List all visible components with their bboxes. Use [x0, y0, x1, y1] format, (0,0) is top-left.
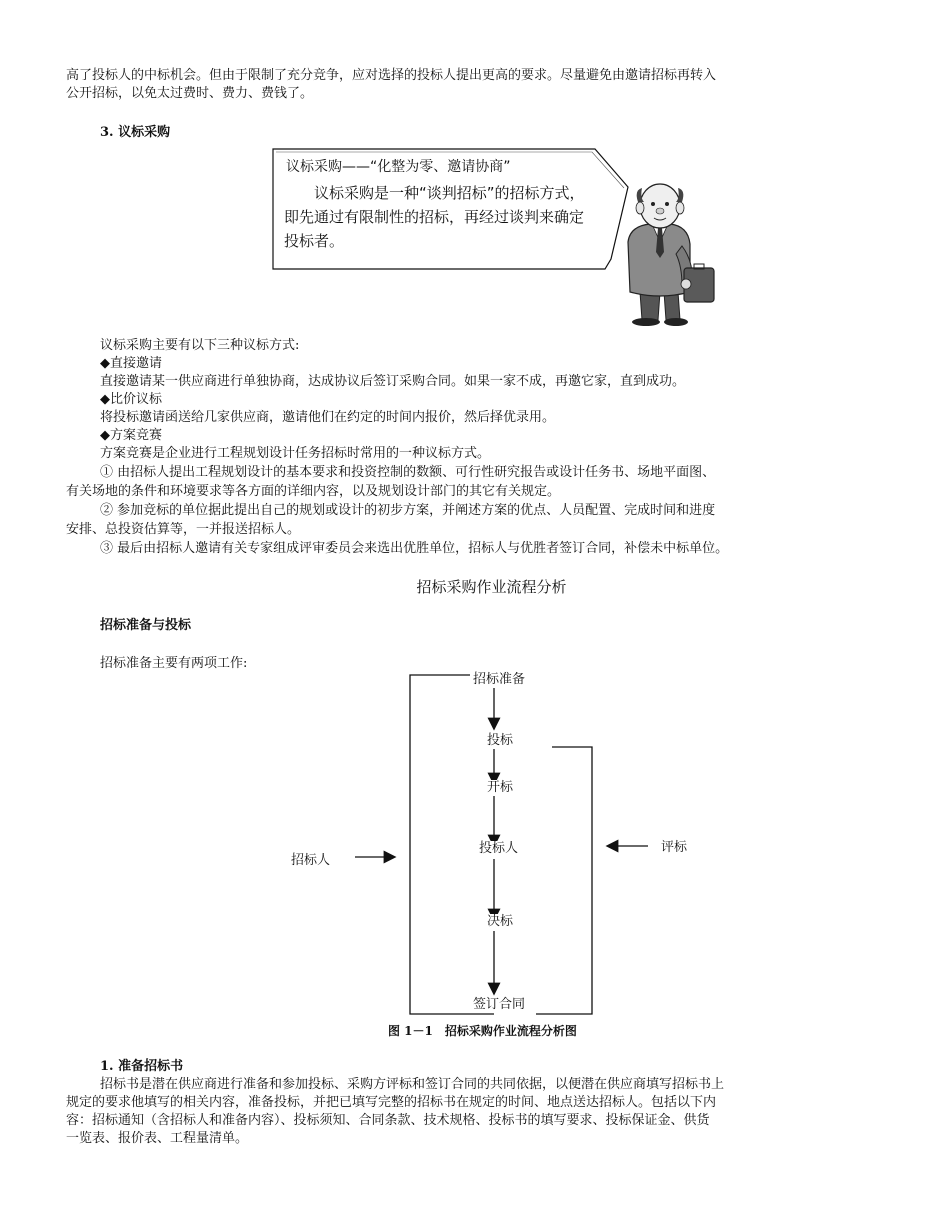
method-desc: 方案竞赛是企业进行工程规划设计任务招标时常用的一种议标方式。: [100, 446, 491, 461]
step-2-line-1: ② 参加竞标的单位据此提出自己的规划或设计的初步方案，并阐述方案的优点、人员配置、完成时间和进度: [100, 503, 716, 518]
bubble-line-1: 议标采购是一种“谈判招标”的招标方式，: [314, 184, 585, 202]
step-1-line-2: 有关场地的条件和环境要求等各方面的详细内容，以及规划设计部门的其它有关规定。: [66, 484, 561, 499]
figure-caption: 图 1－1 招标采购作业流程分析图: [388, 1024, 577, 1038]
flow-step-prepare: 招标准备: [473, 672, 526, 687]
flow-step-bid: 投标: [487, 733, 514, 748]
section-heading: 3. 议标采购: [100, 125, 171, 140]
analysis-lead: 招标准备主要有两项工作:: [100, 656, 248, 671]
flow-step-open: 开标: [487, 780, 514, 795]
bubble-line-2: 即先通过有限制性的招标，再经过谈判来确定: [284, 208, 585, 226]
section-heading: 1. 准备招标书: [100, 1059, 184, 1074]
flow-step-decide: 决标: [487, 914, 514, 929]
flow-left-label: 招标人: [291, 853, 331, 868]
method-title: ◆直接邀请: [100, 356, 162, 371]
method-title: ◆比价议标: [100, 392, 162, 407]
section1-line-4: 一览表、报价表、工程量清单。: [66, 1131, 249, 1146]
intro-line-1: 高了投标人的中标机会。但由于限制了充分竞争，应对选择的投标人提出更高的要求。尽量避免由邀请招标再转入: [66, 68, 717, 83]
method-desc: 将投标邀请函送给几家供应商，邀请他们在约定的时间内报价，然后择优录用。: [100, 410, 556, 425]
bubble-line-3: 投标者。: [284, 232, 345, 250]
method-desc: 直接邀请某一供应商进行单独协商，达成协议后签订采购合同。如果一家不成，再邀它家，直到成功。: [100, 374, 686, 389]
businessman-illustration: [620, 180, 720, 328]
bubble-title: 议标采购——“化整为零、邀请协商”: [286, 159, 511, 175]
analysis-title: 招标采购作业流程分析: [416, 578, 567, 596]
flow-right-label: 评标: [661, 840, 688, 855]
flow-step-sign: 签订合同: [473, 997, 526, 1012]
step-3-line-1: ③ 最后由招标人邀请有关专家组成评审委员会来选出优胜单位，招标人与优胜者签订合同，补偿未中标单位。: [100, 541, 729, 556]
flow-step-bidder: 投标人: [479, 841, 519, 856]
step-1-line-1: ① 由招标人提出工程规划设计的基本要求和投资控制的数额、可行性研究报告或设计任务书、场地平面图、: [100, 465, 716, 480]
right-bracket-line: [536, 747, 592, 1014]
section1-line-1: 招标书是潜在供应商进行准备和参加投标、采购方评标和签订合同的共同依据，以便潜在供应商填写招标书上: [100, 1077, 725, 1092]
speech-bubble: [270, 147, 650, 273]
intro-line-2: 公开招标，以免太过费时、费力、费钱了。: [66, 86, 314, 101]
methods-lead: 议标采购主要有以下三种议标方式:: [100, 338, 300, 353]
step-2-line-2: 安排、总投资估算等，一并报送招标人。: [66, 522, 301, 537]
analysis-subheading: 招标准备与投标: [100, 618, 192, 633]
method-title: ◆方案竞赛: [100, 428, 162, 443]
section1-line-3: 容：招标通知（含招标人和准备内容）、投标须知、合同条款、技术规格、投标书的填写要求、投标保证金、供货: [66, 1113, 710, 1128]
section1-line-2: 规定的要求他填写的相关内容，准备投标，并把已填写完整的招标书在规定的时间、地点送达招标人。包括以下内: [66, 1095, 717, 1110]
